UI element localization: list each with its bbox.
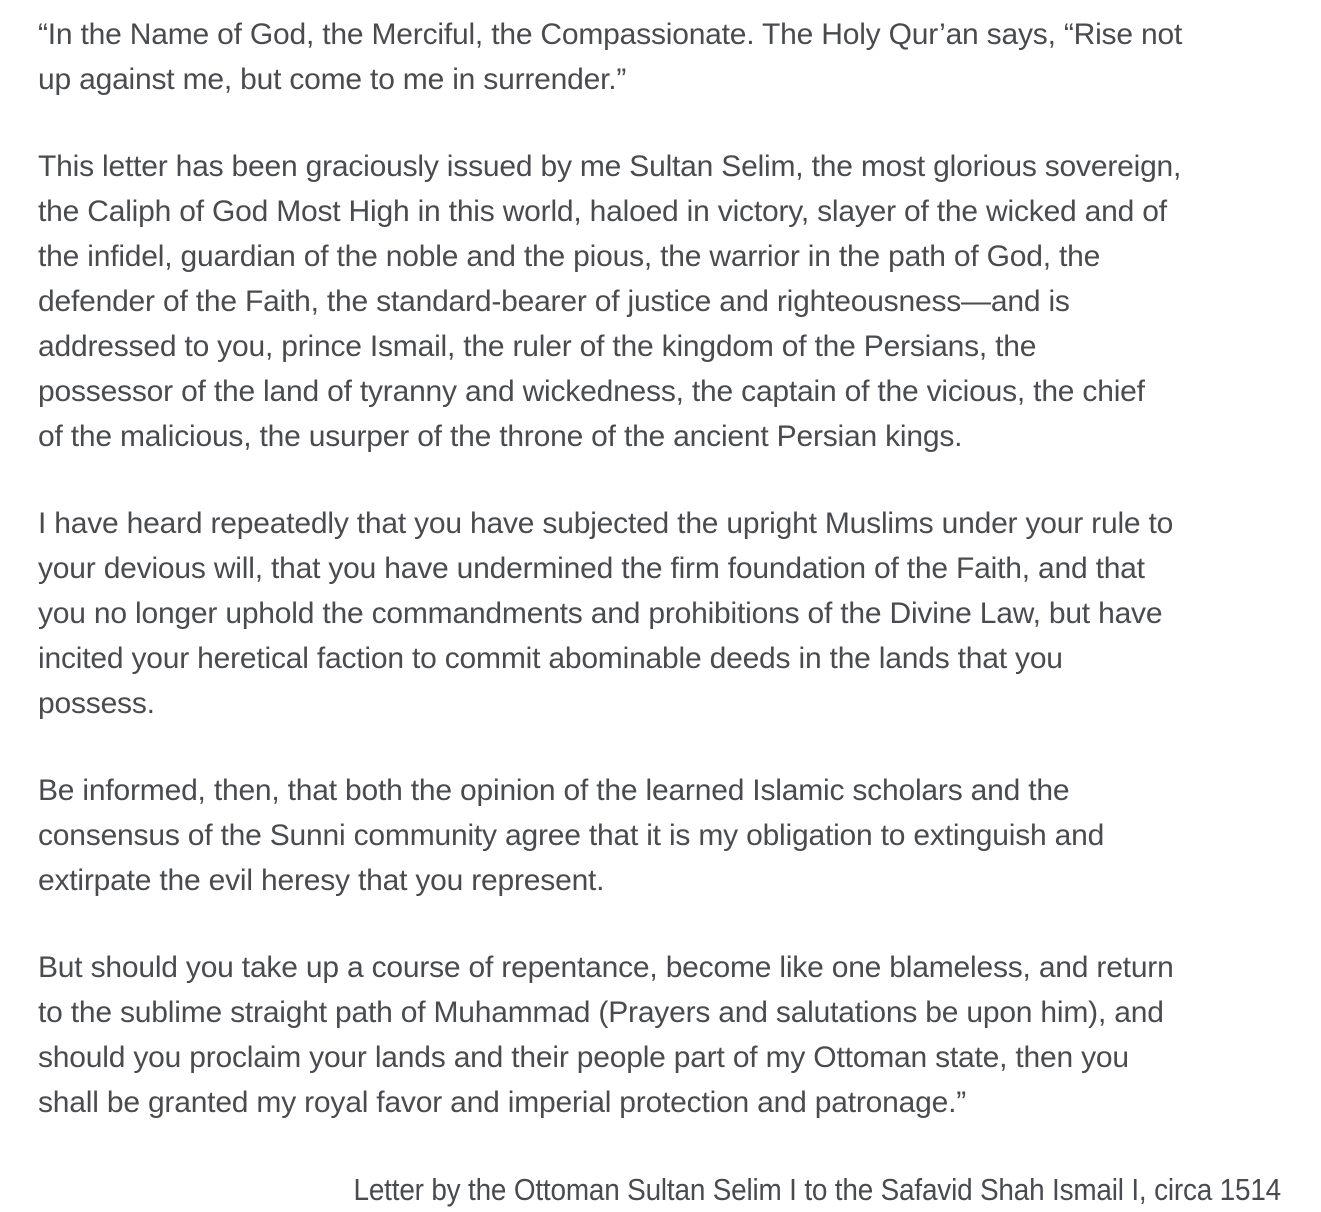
- letter-paragraph-accusations: [38, 501, 1281, 726]
- letter-line: your devious will, that you have undermined the firm foundation of the Faith, and that: [38, 552, 1145, 585]
- letter-attribution: Letter by the Ottoman Sultan Selim I to the Safavid Shah Ismail I, circa 1514: [353, 1172, 1281, 1207]
- letter-line: defender of the Faith, the standard-bearer of justice and righteousness—and is: [38, 285, 1070, 318]
- letter-line: shall be granted my royal favor and imperial protection and patronage.”: [38, 1086, 967, 1119]
- letter-line: possessor of the land of tyranny and wickedness, the captain of the vicious, the chief: [38, 375, 1145, 408]
- letter-paragraph-quran-quote: [38, 12, 1281, 102]
- letter-line: extirpate the evil heresy that you represent.: [38, 864, 605, 897]
- letter-paragraph-titles: [38, 144, 1281, 459]
- letter-line: Be informed, then, that both the opinion of the learned Islamic scholars and the: [38, 774, 1070, 807]
- letter-paragraph-obligation: [38, 768, 1281, 903]
- letter-line: of the malicious, the usurper of the throne of the ancient Persian kings.: [38, 420, 963, 453]
- letter-line: possess.: [38, 687, 155, 720]
- letter-line: incited your heretical faction to commit abominable deeds in the lands that you: [38, 642, 1063, 675]
- letter-line: consensus of the Sunni community agree that it is my obligation to extinguish and: [38, 819, 1105, 852]
- letter-line: should you proclaim your lands and their people part of my Ottoman state, then you: [38, 1041, 1129, 1074]
- letter-line: But should you take up a course of repentance, become like one blameless, and return: [38, 951, 1174, 984]
- letter-paragraph-offer: [38, 945, 1281, 1125]
- letter-line: the infidel, guardian of the noble and the pious, the warrior in the path of God, the: [38, 240, 1101, 273]
- letter-line: to the sublime straight path of Muhammad (Prayers and salutations be upon him), and: [38, 996, 1164, 1029]
- letter-line: I have heard repeatedly that you have subjected the upright Muslims under your rule to: [38, 507, 1174, 540]
- letter-line: This letter has been graciously issued by me Sultan Selim, the most glorious sovereign,: [38, 150, 1182, 183]
- letter-line: “In the Name of God, the Merciful, the Compassionate. The Holy Qur’an says, “Rise not: [38, 18, 1183, 51]
- letter-line: addressed to you, prince Ismail, the ruler of the kingdom of the Persians, the: [38, 330, 1037, 363]
- letter-line: the Caliph of God Most High in this world, haloed in victory, slayer of the wicked and of: [38, 195, 1167, 228]
- letter-line: up against me, but come to me in surrender.”: [38, 63, 627, 96]
- letter-line: you no longer uphold the commandments and prohibitions of the Divine Law, but have: [38, 597, 1163, 630]
